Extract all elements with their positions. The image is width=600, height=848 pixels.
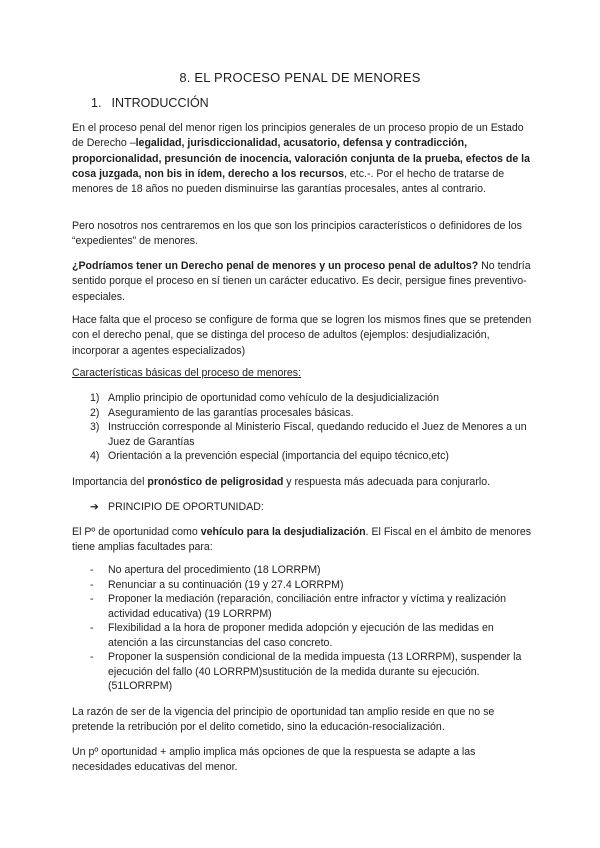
text-run: El Pº de oportunidad como: [72, 526, 201, 538]
arrow-icon: ➔: [90, 501, 99, 513]
list-marker: -: [90, 564, 94, 576]
features-list: [90, 391, 530, 464]
list-marker: -: [90, 578, 94, 591]
list-item-text: Flexibilidad a la hora de proponer medida adopción y ejecución de las medidas en atención a las circunstancias del caso concreto.: [108, 622, 494, 649]
list-item: [90, 650, 530, 694]
text-run: En el proceso penal del menor rigen los principios generales de un proceso propio de un Estado de Derecho –: [72, 122, 524, 150]
paragraph-configuration: Hace falta que el proceso se configure de forma que se logren los mismos fines que se pretenden con el derecho penal, que se distinga del proceso de adultos (ejemplos: desjudialización, incorporar a agentes especializados): [72, 314, 532, 357]
section-label: INTRODUCCIÓN: [111, 96, 209, 110]
list-item: [90, 592, 530, 621]
list-item-text: Aseguramiento de las garantías procesales básicas.: [108, 406, 354, 419]
features-heading: Características básicas del proceso de menores:: [72, 367, 302, 379]
bold-vehicle: vehículo para la desjudialización: [200, 526, 366, 538]
list-marker: 2): [90, 406, 100, 419]
paragraph-question: [72, 259, 532, 305]
powers-list: [90, 563, 530, 694]
subheading-opportunity: [90, 501, 264, 513]
bold-dangerousness: pronóstico de peligrosidad: [147, 476, 284, 488]
text-run: y respuesta más adecuada para conjurarlo.: [283, 476, 491, 488]
list-item: [90, 449, 530, 464]
list-item: [90, 563, 530, 578]
list-item: [90, 621, 530, 650]
list-marker: -: [90, 651, 94, 663]
list-item-text: Proponer la suspensión condicional de la medida impuesta (13 LORRPM), suspender la ejecución del fallo (40 LORRPM)sustitución de la medida durante su ejecución. (51LORRPM): [108, 651, 522, 692]
list-item-text: Proponer la mediación (reparación, conciliación entre infractor y víctima y realización actividad educativa) (19 LORRPM): [108, 593, 507, 620]
paragraph-focus: Pero nosotros nos centraremos en los que son los principios característicos o definidores de los “expedientes” de menores.: [72, 220, 522, 248]
paragraph-prosecutor: [72, 525, 532, 556]
list-marker: -: [90, 593, 94, 605]
list-item-text: Orientación a la prevención especial (importancia del equipo técnico,etc): [108, 450, 449, 462]
list-item: [90, 420, 530, 449]
text-run: . El Fiscal en el ámbito de menores tiene amplias facultades para:: [72, 526, 532, 554]
bold-principles: legalidad, jurisdiccionalidad, acusatorio, defensa y contradicción, proporcionalidad, presunción de inocencia, valoración conjunta de la prueba, efectos de la cosa juzgada, non bis in ídem, derecho a los recursos: [72, 137, 530, 180]
list-marker: 3): [90, 421, 100, 433]
list-item-text: No apertura del procedimiento (18 LORRPM): [108, 564, 321, 576]
paragraph-principles: [72, 121, 532, 197]
list-item-text: Instrucción corresponde al Ministerio Fiscal, quedando reducido el Juez de Menores a un Juez de Garantías: [108, 421, 527, 448]
list-item-text: Amplio principio de oportunidad como vehículo de la desjudicialización: [108, 392, 439, 404]
paragraph-conclusion: Un pº oportunidad + amplio implica más opciones de que la respuesta se adapte a las necesidades educativas del menor.: [72, 746, 476, 774]
list-item: [90, 391, 530, 406]
text-run: , etc.-. Por el hecho de tratarse de menores de 18 años no pueden disminuirse las garantías procesales, antes al contrario.: [72, 167, 505, 196]
text-run: Importancia del: [72, 476, 148, 488]
list-marker: 1): [90, 392, 100, 404]
section-heading: [91, 96, 209, 110]
list-marker: -: [90, 622, 94, 634]
list-item: [90, 406, 530, 421]
page-title: 8. EL PROCESO PENAL DE MENORES: [179, 70, 421, 85]
bold-question: ¿Podríamos tener un Derecho penal de menores y un proceso penal de adultos?: [72, 260, 479, 272]
paragraph-dangerousness: [72, 475, 532, 490]
paragraph-rationale: La razón de ser de la vigencia del principio de oportunidad tan amplio reside en que no se pretende la retribución por el delito cometido, sino la educación-resocialización.: [72, 706, 495, 734]
list-item: [90, 578, 530, 593]
subheading-label: PRINCIPIO DE OPORTUNIDAD:: [108, 501, 264, 513]
list-item-text: Renunciar a su continuación (19 y 27.4 LORRPM): [108, 578, 344, 591]
text-run: No tendría sentido porque el proceso en sí tienen un carácter educativo. Es decir, persigue fines preventivo-especiales.: [72, 260, 531, 303]
section-number: 1.: [91, 96, 102, 110]
list-marker: 4): [90, 450, 100, 462]
